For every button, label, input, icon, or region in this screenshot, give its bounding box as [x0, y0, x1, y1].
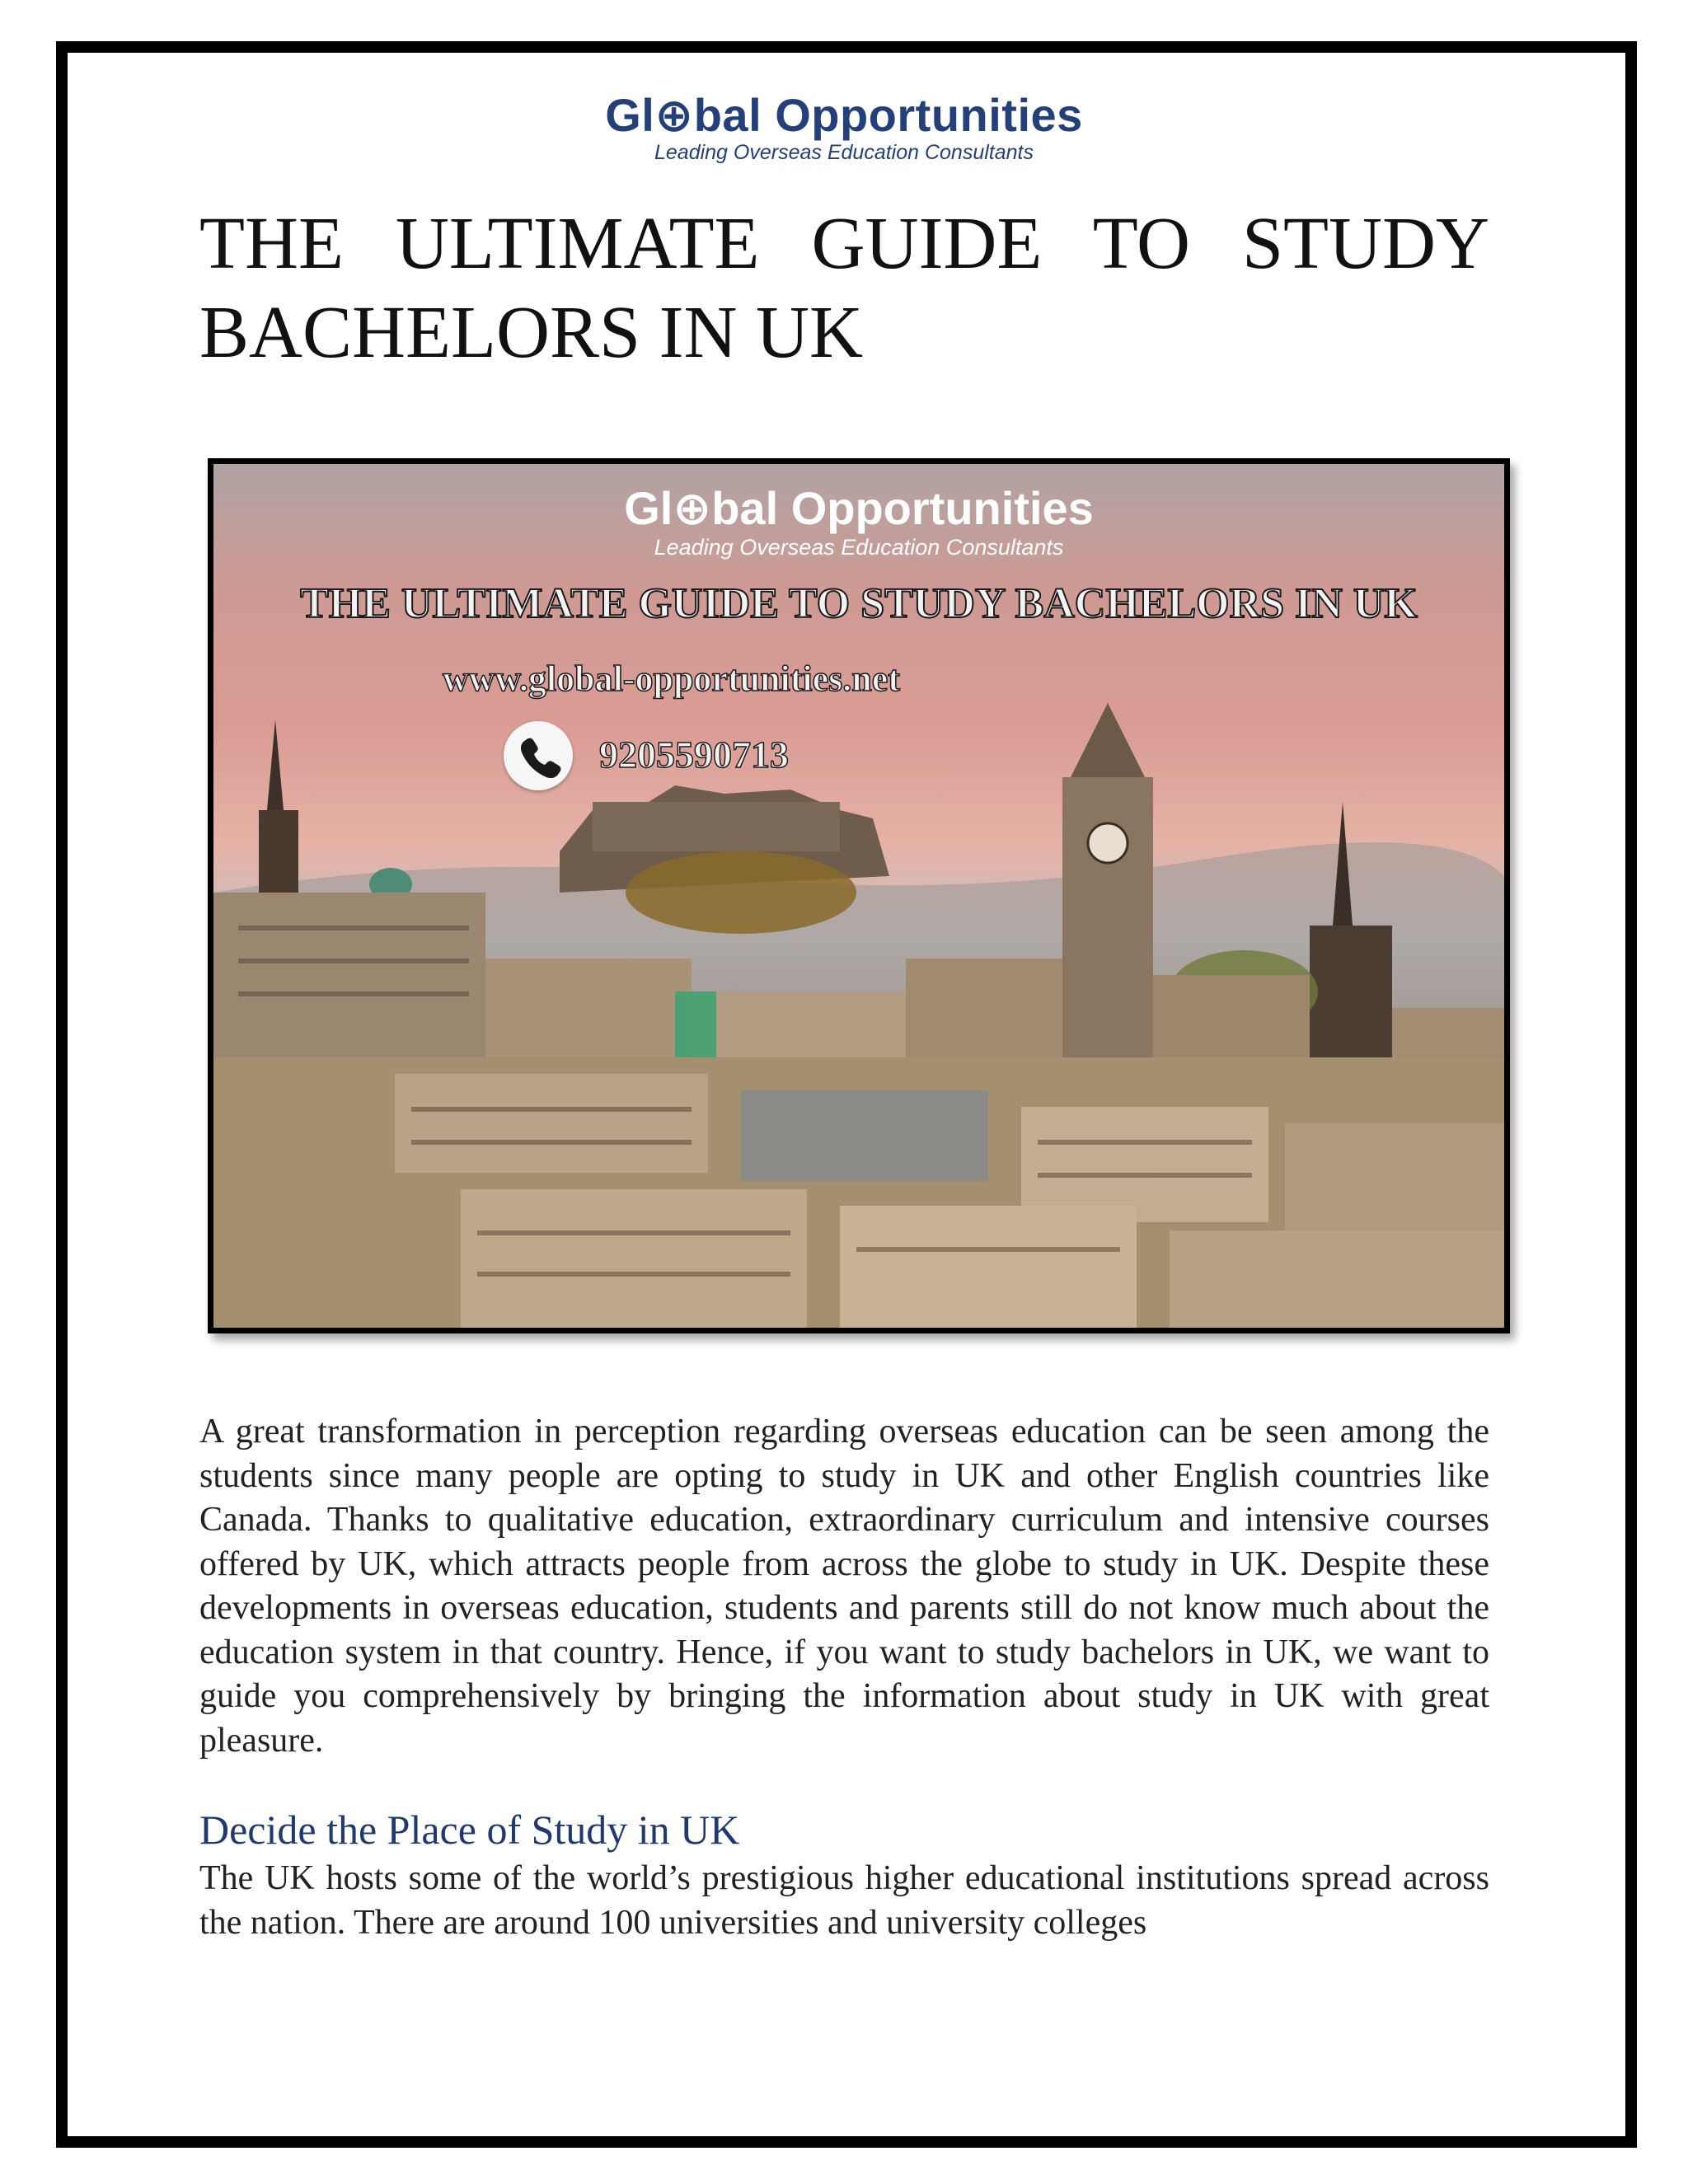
phone-icon — [504, 721, 573, 790]
section-heading: Decide the Place of Study in UK — [199, 1807, 740, 1853]
hero-logo-title: Gl⊕bal Opportunities — [624, 482, 1094, 534]
section-paragraph: The UK hosts some of the world’s prestigious higher educational institutions spread across the nation. There are around 100 universities and university colleges — [199, 1859, 1489, 1942]
brand-logo-title: Gl⊕bal Opportunities — [605, 89, 1083, 141]
intro-paragraph: A great transformation in perception regarding overseas education can be seen among the students since many people are opting to study in UK and other English countries like Canada. Thanks to qualitative education, extraordinary curriculum and intensive courses offered by UK, which attracts people from across the globe to study in UK. Despite these developments in overseas education, students and parents still do not know much about the education system in that country. Hence, if you want to study bachelors in UK, we want to guide you comprehensively by bringing the information about study in UK with great pleasure. — [199, 1413, 1489, 1760]
page-title-line-1: THE ULTIMATE GUIDE TO STUDY — [199, 203, 1489, 284]
brand-logo-subtitle: Leading Overseas Education Consultants — [654, 141, 1034, 164]
hero-phone-number: 9205590713 — [599, 733, 789, 776]
hero-website-url: www.global-opportunities.net — [443, 658, 900, 699]
hero-headline: THE ULTIMATE GUIDE TO STUDY BACHELORS IN UK — [300, 580, 1418, 627]
hero-banner-image — [208, 458, 1510, 1333]
hero-logo-subtitle: Leading Overseas Education Consultants — [654, 535, 1064, 560]
page-title-line-2: BACHELORS IN UK — [199, 292, 864, 373]
page-title — [199, 199, 1489, 377]
